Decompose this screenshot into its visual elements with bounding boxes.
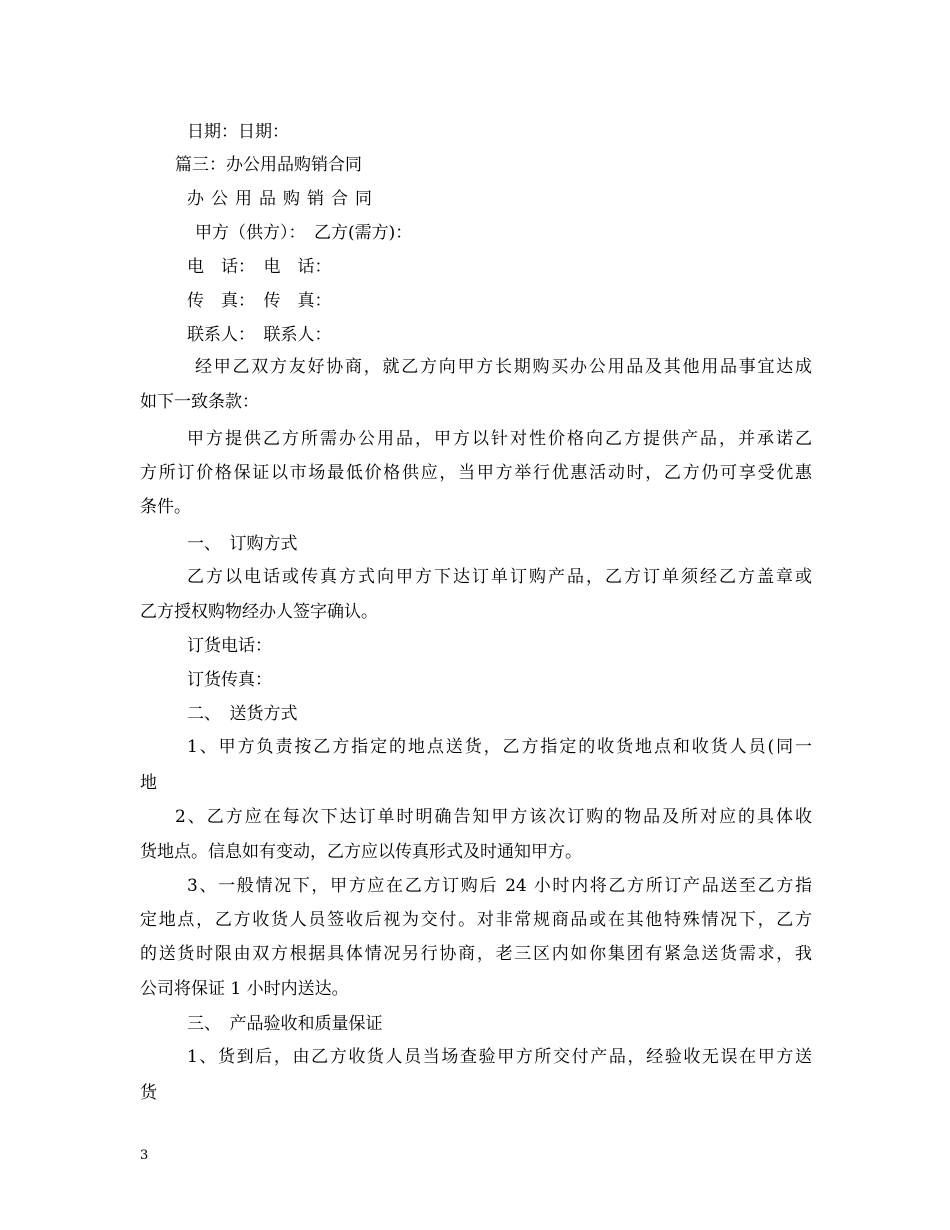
order-fax-line: 订货传真： — [187, 670, 272, 690]
body-paragraph-line: 3、一般情况下，甲方应在乙方订购后 24 小时内将乙方所订产品送至乙方指 — [187, 876, 812, 896]
clause-heading: 二、 送货方式 — [187, 704, 298, 724]
body-paragraph-line: 方所订价格保证以市场最低价格供应，当甲方举行优惠活动时，乙方仍可享受优惠 — [140, 463, 812, 483]
phone-line: 电 话： 电 话： — [187, 257, 332, 277]
body-paragraph-line: 的送货时限由双方根据具体情况另行协商，老三区内如你集团有紧急送货需求，我 — [140, 944, 812, 964]
body-paragraph-line: 货 — [140, 1083, 157, 1103]
intro-paragraph-line: 如下一致条款： — [140, 392, 259, 412]
body-paragraph-line: 甲方提供乙方所需办公用品，甲方以针对性价格向乙方提供产品，并承诺乙 — [187, 429, 812, 449]
body-paragraph-line: 地 — [140, 773, 157, 793]
section-heading: 篇三：办公用品购销合同 — [175, 155, 362, 175]
clause-heading: 三、 产品验收和质量保证 — [187, 1014, 383, 1034]
date-line: 日期：日期： — [187, 122, 289, 142]
body-paragraph-line: 条件。 — [140, 497, 191, 517]
body-paragraph-line: 定地点，乙方收货人员签收后视为交付。对非常规商品或在其他特殊情况下，乙方 — [140, 910, 812, 930]
body-paragraph-line: 1、货到后，由乙方收货人员当场查验甲方所交付产品，经验收无误在甲方送 — [187, 1047, 812, 1067]
party-line: 甲方（供方）： 乙方(需方)： — [195, 223, 413, 243]
body-paragraph-line: 公司将保证 1 小时内送达。 — [140, 979, 349, 999]
body-paragraph-line: 乙方授权购物经办人签字确认。 — [140, 602, 378, 622]
body-paragraph-line: 乙方以电话或传真方式向甲方下达订单订购产品，乙方订单须经乙方盖章或 — [187, 567, 812, 587]
intro-paragraph-line: 经甲乙双方友好协商，就乙方向甲方长期购买办公用品及其他用品事宜达成 — [195, 357, 812, 377]
contact-line: 联系人： 联系人： — [187, 325, 332, 345]
contract-title: 办公用品购销合同 — [187, 189, 379, 209]
body-paragraph-line: 2、乙方应在每次下达订单时明确告知甲方该次订购的物品及所对应的具体收 — [175, 807, 812, 827]
fax-line: 传 真： 传 真： — [187, 291, 332, 311]
body-paragraph-line: 货地点。信息如有变动，乙方应以传真形式及时通知甲方。 — [140, 842, 582, 862]
clause-heading: 一、 订购方式 — [187, 534, 298, 554]
body-paragraph-line: 1、甲方负责按乙方指定的地点送货，乙方指定的收货地点和收货人员(同一 — [187, 737, 812, 757]
page-number: 3 — [140, 1148, 149, 1163]
order-phone-line: 订货电话： — [187, 636, 272, 656]
